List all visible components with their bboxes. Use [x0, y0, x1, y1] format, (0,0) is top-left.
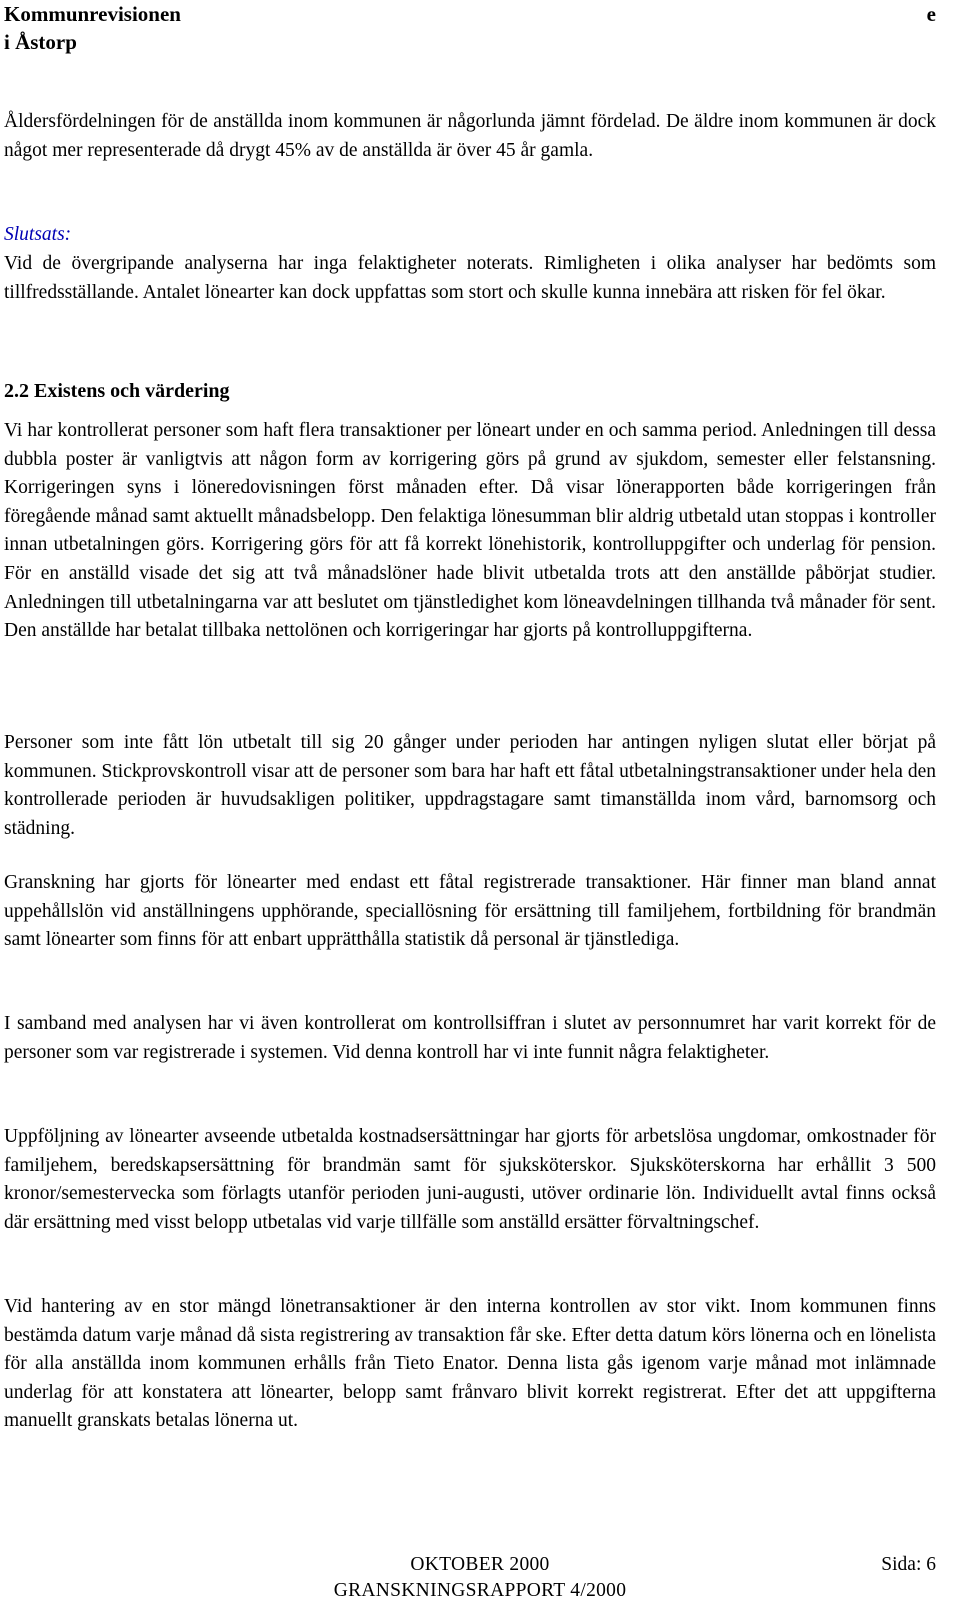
- conclusion-label: Slutsats:: [4, 224, 72, 245]
- header-org-name: Kommunrevisionen: [4, 2, 181, 26]
- intro-paragraph: Åldersfördelningen för de anställda inom kommunen är någorlunda jämnt fördelad. De äldre inom kommunen är dock något mer representerade då drygt 45% av de anställda är över 45 år gamla.: [4, 111, 936, 161]
- header-right-mark: e: [926, 2, 936, 26]
- footer-report-id: GRANSKNINGSRAPPORT 4/2000: [333, 1580, 627, 1601]
- conclusion-paragraph: Vid de övergripande analyserna har inga felaktigheter noterats. Rimligheten i olika analyser har bedömts som tillfredsställande. Antalet lönearter kan dock uppfattas som stort och skulle kunna innebära att risken för fel ökar.: [4, 253, 936, 303]
- footer-date: OKTOBER 2000: [410, 1554, 550, 1575]
- section-paragraph-2: Personer som inte fått lön utbetalt till sig 20 gånger under perioden har antingen nyligen slutat eller börjat på kommunen. Stickprovskontroll visar att de personer som bara har haft ett fåtal utbetalningstransaktioner under hela den kontrollerade perioden är huvudsakligen politiker, uppdragstagare samt timanställda inom vård, barnomsorg och städning.: [4, 732, 936, 839]
- section-paragraph-3: Granskning har gjorts för lönearter med endast ett fåtal registrerade transaktioner. Här finner man bland annat uppehållslön vid anställningens upphörande, speciallösning för ersättning till familjehem, fortbildning för brandmän samt lönearter som finns för att enbart upprätthålla statistik då personal är tjänstlediga.: [4, 872, 936, 951]
- section-paragraph-4: I samband med analysen har vi även kontrollerat om kontrollsiffran i slutet av personnumret har varit korrekt för de personer som var registrerade i systemen. Vid denna kontroll har vi inte funnit några felaktigheter.: [4, 1013, 936, 1063]
- section-paragraph-1: Vi har kontrollerat personer som haft flera transaktioner per löneart under en och samma period. Anledningen till dessa dubbla poster är vanligtvis att någon form av korrigering görs på grund av sjukdom, semester eller felstansning. Korrigeringen syns i löneredovisningen först månaden efter. Då visar lönerapporten både korrigeringen från föregående månad samt aktuellt månadsbelopp. Den felaktiga lönesumman blir aldrig utbetald utan stoppas i kontroller innan utbetalningen görs. Korrigering görs för att få korrekt lönehistorik, kontrolluppgifter och underlag för pension. För en anställd visade det sig att två månadslöner hade blivit utbetalda trots att den anställde påbörjat studier. Anledningen till utbetalningarna var att beslutet om tjänstledighet kom löneavdelningen tillhanda två månader för sent. Den anställde har betalat tillbaka nettolönen och korrigeringar har gjorts på kontrolluppgifterna.: [4, 420, 936, 642]
- section-paragraph-6: Vid hantering av en stor mängd lönetransaktioner är den interna kontrollen av stor vikt. Inom kommunen finns bestämda datum varje månad då sista registrering av transaktion får ske. Efter detta datum körs lönerna och en lönelista för alla anställda inom kommunen erhålls från Tieto Enator. Denna lista gås igenom varje månad mot inlämnade underlag för att konstatera att lönearter, belopp samt frånvaro blivit korrekt registrerat. Efter det att uppgifterna manuellt granskats betalas lönerna ut.: [4, 1296, 936, 1432]
- header-org-location: i Åstorp: [4, 30, 77, 54]
- section-heading: 2.2 Existens och värdering: [4, 380, 230, 402]
- footer-page-number: Sida: 6: [881, 1554, 936, 1575]
- page-header-organization: [4, 0, 181, 56]
- section-paragraph-5: Uppföljning av lönearter avseende utbetalda kostnadsersättningar har gjorts för arbetslösa ungdomar, omkostnader för familjehem, beredskapsersättning för brandmän samt för sjuksköterskor. Sjuksköterskorna har erhållit 3 500 kronor/semestervecka som förlagts utanför perioden juni-augusti, utöver ordinarie lön. Individuellt avtal finns också där ersättning med visst belopp utbetalas vid varje tillfälle som anställd ersätter förvaltningschef.: [4, 1126, 936, 1233]
